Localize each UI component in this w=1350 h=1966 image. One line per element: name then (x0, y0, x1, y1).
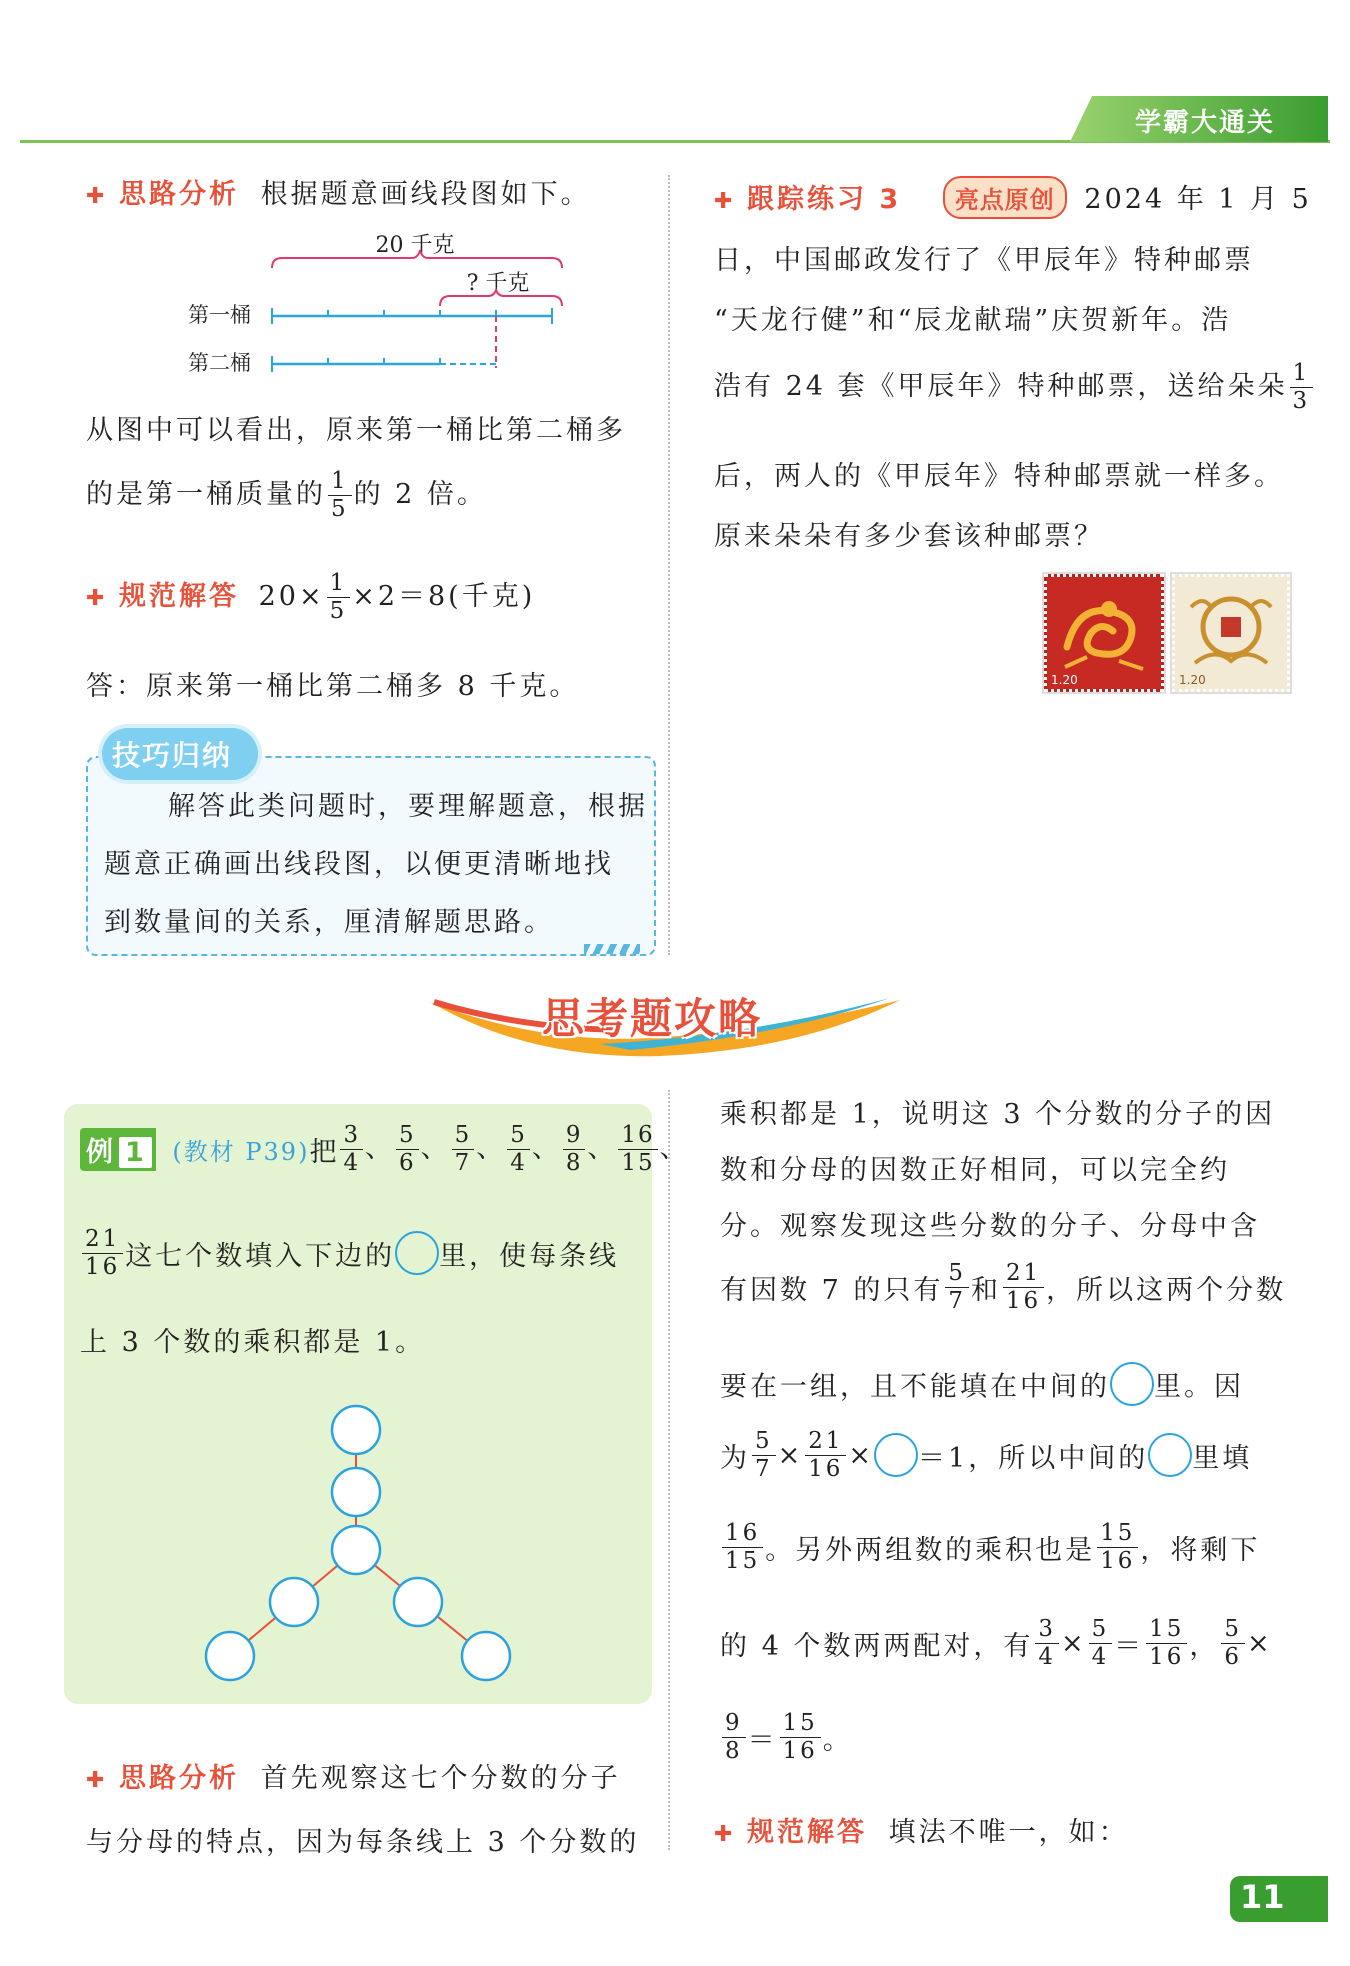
fraction: $\frac{1}{5}$ (328, 470, 352, 521)
stamp1-value: 1.20 (1051, 673, 1078, 687)
dragon-stamp-red (1044, 574, 1164, 692)
rb-line3: 分。观察发现这些分数的分子、分母中含 (720, 1211, 1260, 1242)
example-fraction: $\frac{3}{4}$ (340, 1124, 363, 1175)
example-heading: 例 1 (教材 P39)把 $\frac{3}{4}$ 、 $\frac{5}{6}$ 、 $\frac{5}{7}$ 、 $\frac{5}{4}$ 、 $\frac{9}{8}$ 、 $\frac{16}{15}$ 、 (80, 1124, 689, 1175)
answer-formula: 20× $\frac{1}{5}$ ×2＝8(千克) (258, 570, 536, 624)
circle-left-end (206, 1632, 254, 1680)
exercise-line3: “天龙行健”和“辰龙献瑞”庆贺新年。浩 (714, 305, 1232, 336)
exercise-line6: 原来朵朵有多少套该种邮票？ (714, 521, 1104, 552)
column-divider-bottom (668, 1090, 670, 1850)
example-source: (教材 P39) (172, 1137, 310, 1166)
analysis-text: 根据题意画线段图如下。 (260, 179, 591, 210)
exercise-line1: 2024 年 1 月 5 (1084, 184, 1312, 215)
blank-circle (874, 1433, 918, 1477)
example-tag: 例 1 (80, 1128, 156, 1171)
three-branch-circle-diagram (196, 1400, 536, 1690)
circle-center (332, 1526, 380, 1574)
rb-line2: 数和分母的因数正好相同，可以完全约 (720, 1155, 1230, 1186)
separator: 、 (531, 1132, 561, 1164)
rb-line6: 为 $\frac{5}{7}$ × $\frac{21}{16}$ × ＝1，所以中间的 里填 (720, 1428, 1253, 1482)
exercise-line4: 浩有 24 套《甲辰年》特种邮票，送给朵朵 $\frac{1}{3}$ (714, 362, 1315, 413)
bottom-analysis-heading: ✚ 思路分析 首先观察这七个分数的分子 (86, 1763, 621, 1794)
tip-line-2: 题意正确画出线段图，以便更清晰地找 (104, 849, 614, 880)
separator: 、 (659, 1132, 689, 1164)
circle-left-mid (270, 1578, 318, 1626)
exercise-line2: 日，中国邮政发行了《甲辰年》特种邮票 (714, 245, 1254, 276)
circle-right-end (462, 1632, 510, 1680)
blank-circle (1148, 1433, 1192, 1477)
answer-heading: ✚ 规范解答 20× $\frac{1}{5}$ ×2＝8(千克) (86, 570, 536, 624)
header-series-title: 学霸大通关 (1135, 108, 1276, 138)
row1-label: 第一桶 (188, 303, 251, 327)
rb-answer-label: 规范解答 (747, 1817, 868, 1848)
row2-label: 第二桶 (188, 351, 251, 375)
separator: 、 (476, 1132, 506, 1164)
analysis-label: 思路分析 (119, 179, 240, 210)
example-fraction: $\frac{5}{4}$ (507, 1124, 530, 1175)
separator: 、 (365, 1132, 395, 1164)
rb-line9: $\frac{9}{8}$ ＝ $\frac{15}{16}$ 。 (720, 1712, 853, 1763)
part-label: ? 千克 (466, 271, 530, 296)
analysis-heading: ✚ 思路分析 根据题意画线段图如下。 (86, 179, 591, 210)
example-fraction: $\frac{5}{6}$ (396, 1124, 419, 1175)
answer-label: 规范解答 (119, 580, 240, 612)
tip-line-3: 到数量间的关系，厘清解题思路。 (104, 907, 554, 938)
separator: 、 (420, 1132, 450, 1164)
blank-circle (395, 1231, 439, 1275)
analysis-para2: 的是第一桶质量的 $\frac{1}{5}$ 的 2 倍。 (86, 468, 487, 522)
rb-line4: 有因数 7 的只有 $\frac{5}{7}$ 和 $\frac{21}{16}$ ，所以这两个分数 (720, 1260, 1287, 1314)
circle-right-mid (394, 1578, 442, 1626)
rb-line7: $\frac{16}{15}$ 。另外两组数的乘积也是 $\frac{15}{16}$ ，将剩下 (720, 1522, 1260, 1573)
example-fraction: $\frac{9}{8}$ (563, 1124, 586, 1175)
example-line3: 上 3 个数的乘积都是 1。 (80, 1327, 426, 1358)
line-segment-diagram (180, 222, 580, 382)
rb-line8: 的 4 个数两两配对，有 $\frac{3}{4}$ × $\frac{5}{4}$ ＝ $\frac{15}{16}$ ， $\frac{5}{6}$ × (720, 1616, 1273, 1670)
tip-title: 技巧归纳 (112, 739, 233, 772)
rb-line5: 要在一组，且不能填在中间的 里。因 (720, 1362, 1244, 1406)
circle-top (332, 1406, 380, 1454)
rb-line1: 乘积都是 1，说明这 3 个分数的分子的因 (720, 1099, 1276, 1130)
example-fraction: $\frac{16}{15}$ (618, 1124, 657, 1175)
exercise-line5: 后，两人的《甲辰年》特种邮票就一样多。 (714, 461, 1284, 492)
tip-corner-stripes (584, 944, 640, 954)
bottom-analysis-line2: 与分母的特点，因为每条线上 3 个分数的 (86, 1827, 640, 1858)
dragon-stamp-gold (1172, 574, 1290, 692)
bottom-analysis-label: 思路分析 (119, 1763, 240, 1794)
exercise-heading: ✚ 跟踪练习 3 亮点原创 2024 年 1 月 5 (714, 176, 1312, 219)
reply-text: 答：原来第一桶比第二桶多 8 千克。 (86, 671, 580, 702)
blank-circle (1110, 1362, 1154, 1406)
analysis-para1: 从图中可以看出，原来第一桶比第二桶多 (86, 415, 626, 446)
page-number: 11 (1240, 1878, 1285, 1916)
section-title: 思考题攻略 (542, 994, 763, 1043)
total-label: 20 千克 (375, 233, 455, 258)
column-divider-top (668, 175, 670, 955)
example-line2: $\frac{21}{16}$ 这七个数填入下边的 里，使每条线 (80, 1228, 619, 1279)
circle-upper (332, 1468, 380, 1516)
tip-line-1: 解答此类问题时，要理解题意，根据 (168, 791, 648, 822)
original-badge: 亮点原创 (943, 176, 1067, 219)
rb-answer: ✚ 规范解答 填法不唯一，如： (714, 1817, 1129, 1848)
separator: 、 (587, 1132, 617, 1164)
stamp2-value: 1.20 (1179, 673, 1206, 687)
example-fraction: $\frac{5}{7}$ (452, 1124, 475, 1175)
exercise-label: 跟踪练习 3 (747, 184, 902, 215)
